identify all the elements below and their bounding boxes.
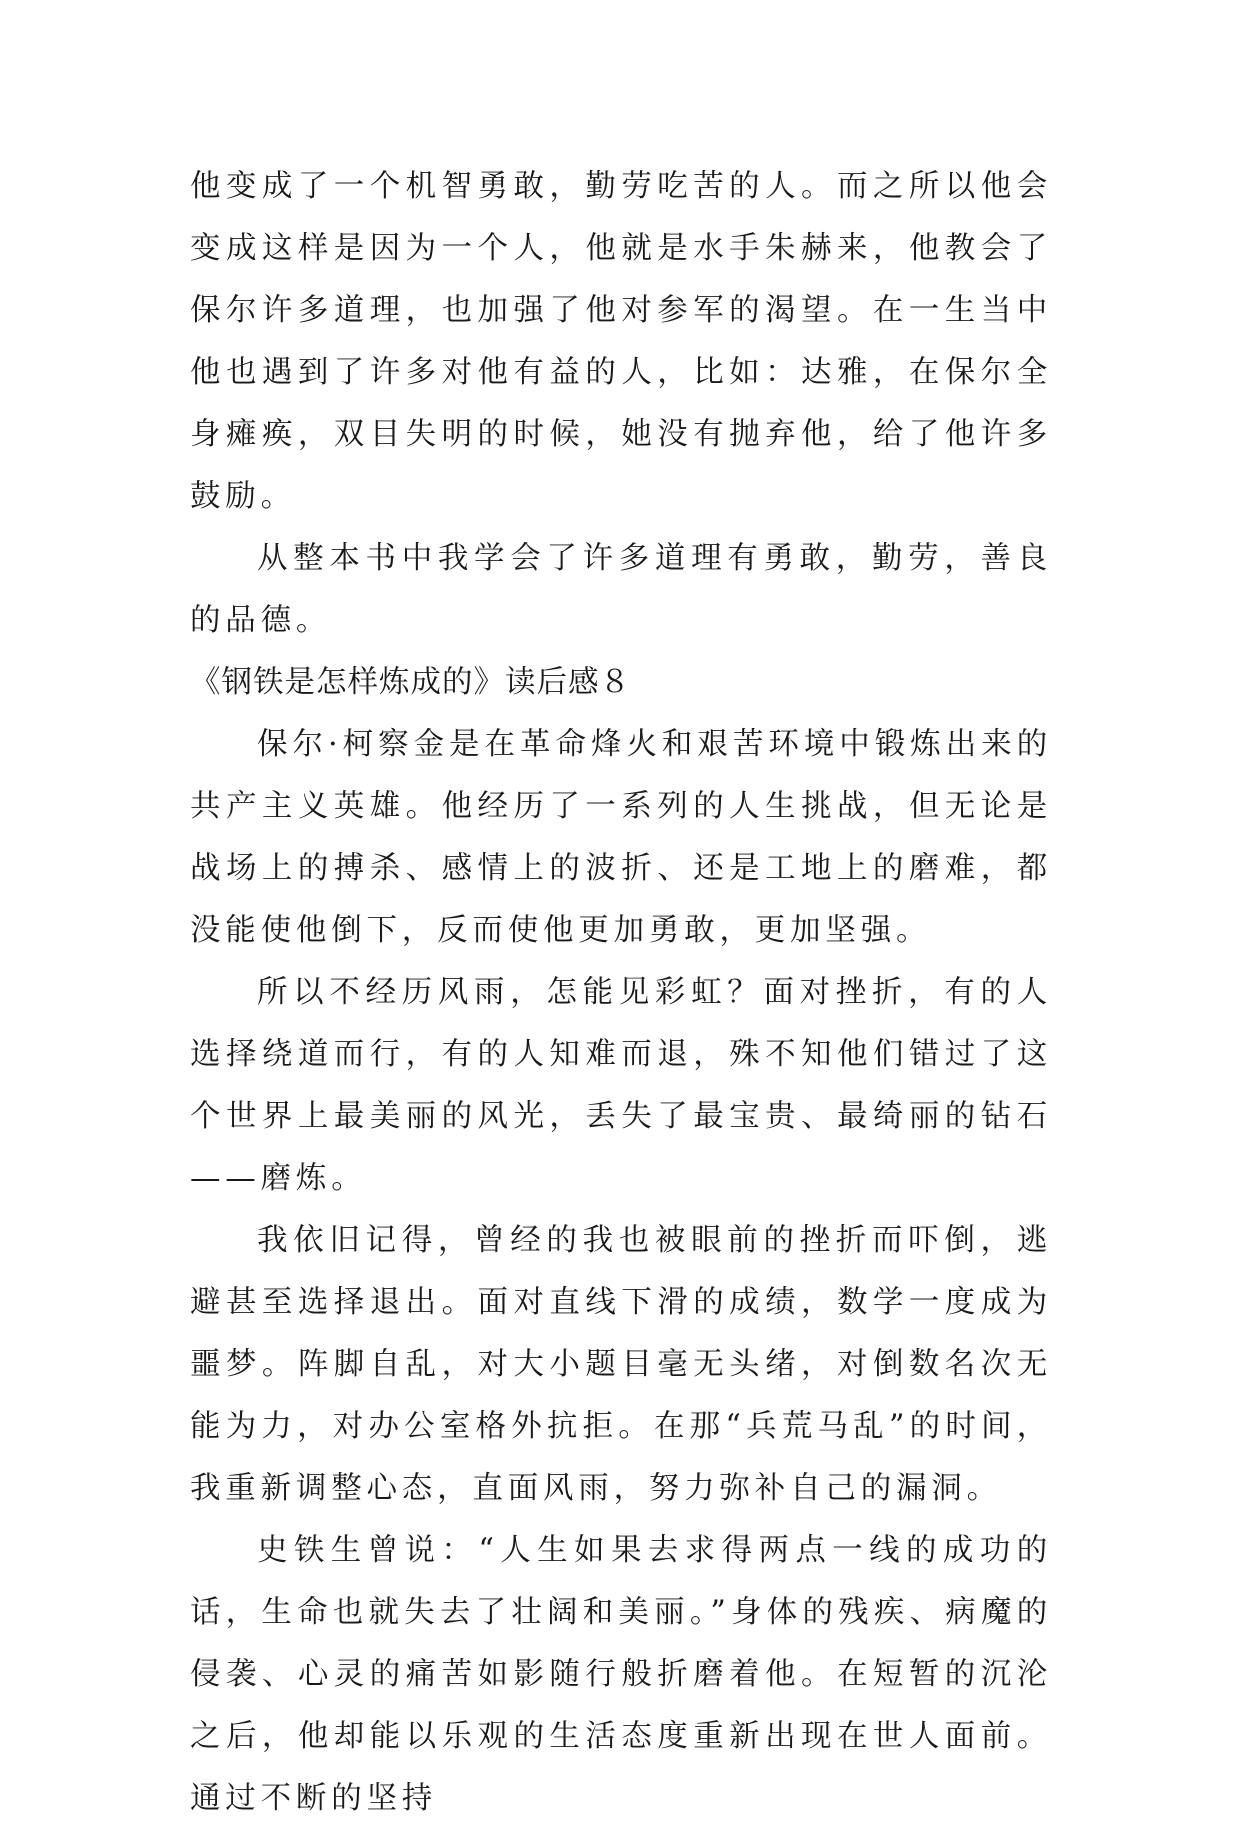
paragraph-5: 我依旧记得，曾经的我也被眼前的挫折而吓倒，逃避甚至选择退出。面对直线下滑的成绩，数学一度成为噩梦。阵脚自乱，对大小题目毫无头绪，对倒数名次无能为力，对办公室格外抗拒。在那“兵荒马乱”的时间，我重新调整心态，直面风雨，努力弥补自己的漏洞。 — [190, 1223, 1052, 1506]
document-body — [190, 156, 1052, 1830]
section-title: 《钢铁是怎样炼成的》读后感８ — [190, 665, 631, 700]
paragraph-6: 史铁生曾说：“人生如果去求得两点一线的成功的话，生命也就失去了壮阔和美丽。”身体的残疾、病魔的侵袭、心灵的痛苦如影随行般折磨着他。在短暂的沉沦之后，他却能以乐观的生活态度重新出现在世人面前。通过不断的坚持 — [190, 1533, 1052, 1816]
paragraph-2: 从整本书中我学会了许多道理有勇敢，勤劳，善良的品德。 — [190, 541, 1052, 638]
paragraph-3: 保尔·柯察金是在革命烽火和艰苦环境中锻炼出来的共产主义英雄。他经历了一系列的人生挑战，但无论是战场上的搏杀、感情上的波折、还是工地上的磨难，都没能使他倒下，反而使他更加勇敢，更加坚强。 — [190, 727, 1052, 948]
paragraph-4: 所以不经历风雨，怎能见彩虹？面对挫折，有的人选择绕道而行，有的人知难而退，殊不知他们错过了这个世界上最美丽的风光，丢失了最宝贵、最绮丽的钻石——磨炼。 — [190, 975, 1052, 1196]
paragraph-1: 他变成了一个机智勇敢，勤劳吃苦的人。而之所以他会变成这样是因为一个人，他就是水手朱赫来，他教会了保尔许多道理，也加强了他对参军的渴望。在一生当中他也遇到了许多对他有益的人，比如：达雅，在保尔全身瘫痪，双目失明的时候，她没有抛弃他，给了他许多鼓励。 — [190, 169, 1052, 514]
